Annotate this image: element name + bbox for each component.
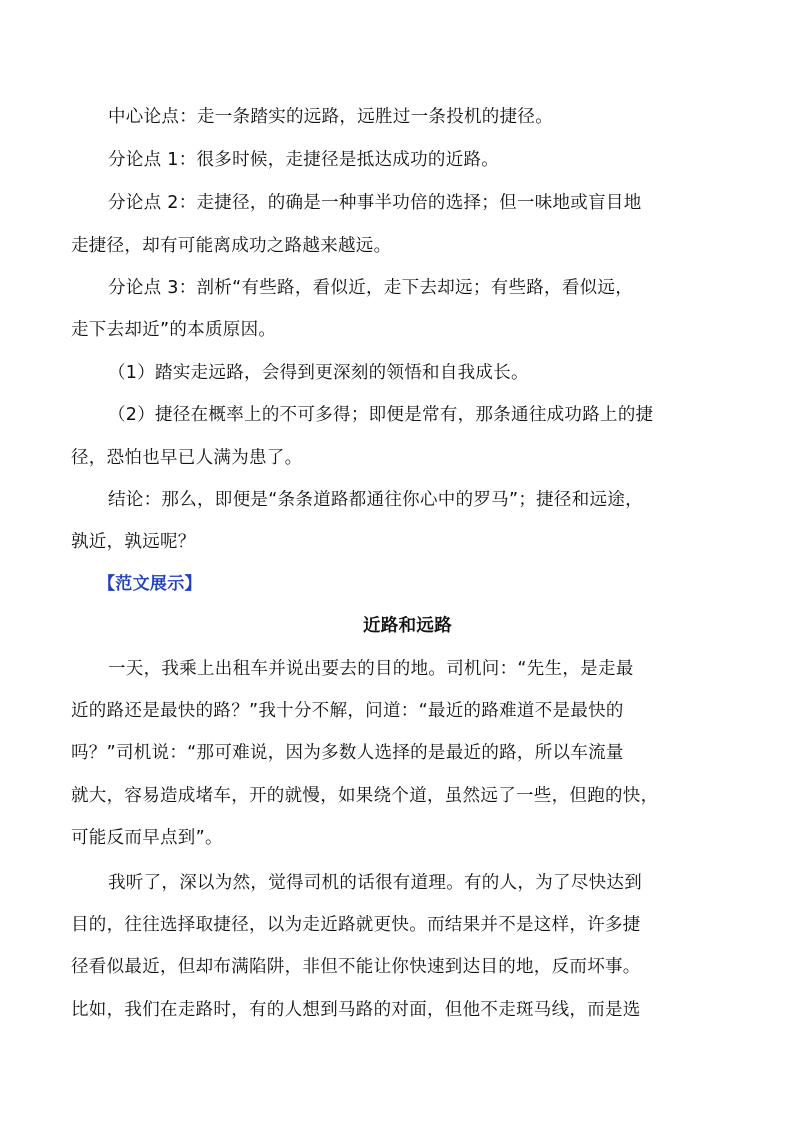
sub-argument-2-line-1: 分论点 2：走捷径，的确是一种事半功倍的选择；但一味地或盲目地 <box>108 193 642 213</box>
sub-argument-2-line-2: 走捷径，却有可能离成功之路越来越远。 <box>71 236 392 256</box>
essay-paragraph-1-line-1: 一天，我乘上出租车并说出要去的目的地。司机问：“先生，是走最 <box>108 659 634 679</box>
point-2-line-2: 径，恐怕也早已人满为患了。 <box>71 448 303 468</box>
essay-paragraph-1-line-2: 近的路还是最快的路？”我十分不解，问道：“最近的路难道不是最快的 <box>71 701 624 721</box>
sample-essay-heading: 【范文展示】 <box>98 574 202 594</box>
central-argument: 中心论点：走一条踏实的远路，远胜过一条投机的捷径。 <box>108 107 553 127</box>
point-1: （1）踏实走远路，会得到更深刻的领悟和自我成长。 <box>108 363 529 383</box>
essay-paragraph-2-line-1: 我听了，深以为然，觉得司机的话很有道理。有的人，为了尽快达到 <box>108 873 642 893</box>
sub-argument-3-line-2: 走下去却近”的本质原因。 <box>71 320 277 340</box>
point-2-line-1: （2）捷径在概率上的不可多得；即便是常有，那条通往成功路上的捷 <box>108 405 654 425</box>
essay-paragraph-1-line-5: 可能反而早点到”。 <box>71 828 223 848</box>
essay-paragraph-1-line-3: 吗？”司机说：“那可难说，因为多数人选择的是最近的路，所以车流量 <box>71 743 624 763</box>
conclusion-line-2: 孰近，孰远呢？ <box>71 532 196 552</box>
conclusion-line-1: 结论：那么，即便是“条条道路都通往你心中的罗马”；捷径和远途， <box>108 490 643 510</box>
sub-argument-1: 分论点 1：很多时候，走捷径是抵达成功的近路。 <box>108 150 500 170</box>
essay-paragraph-1-line-4: 就大，容易造成堵车，开的就慢，如果绕个道，虽然远了一些，但跑的快， <box>71 786 659 806</box>
essay-paragraph-2-line-3: 径看似最近，但却布满陷阱，非但不能让你快速到达目的地，反而坏事。 <box>71 957 641 977</box>
essay-title: 近路和远路 <box>363 616 452 636</box>
essay-paragraph-2-line-2: 目的，往往选择取捷径，以为走近路就更快。而结果并不是这样，许多捷 <box>71 915 641 935</box>
essay-paragraph-2-line-4: 比如，我们在走路时，有的人想到马路的对面，但他不走斑马线，而是选 <box>71 1000 641 1020</box>
sub-argument-3-line-1: 分论点 3：剖析“有些路，看似近，走下去却远；有些路，看似远， <box>108 278 634 298</box>
